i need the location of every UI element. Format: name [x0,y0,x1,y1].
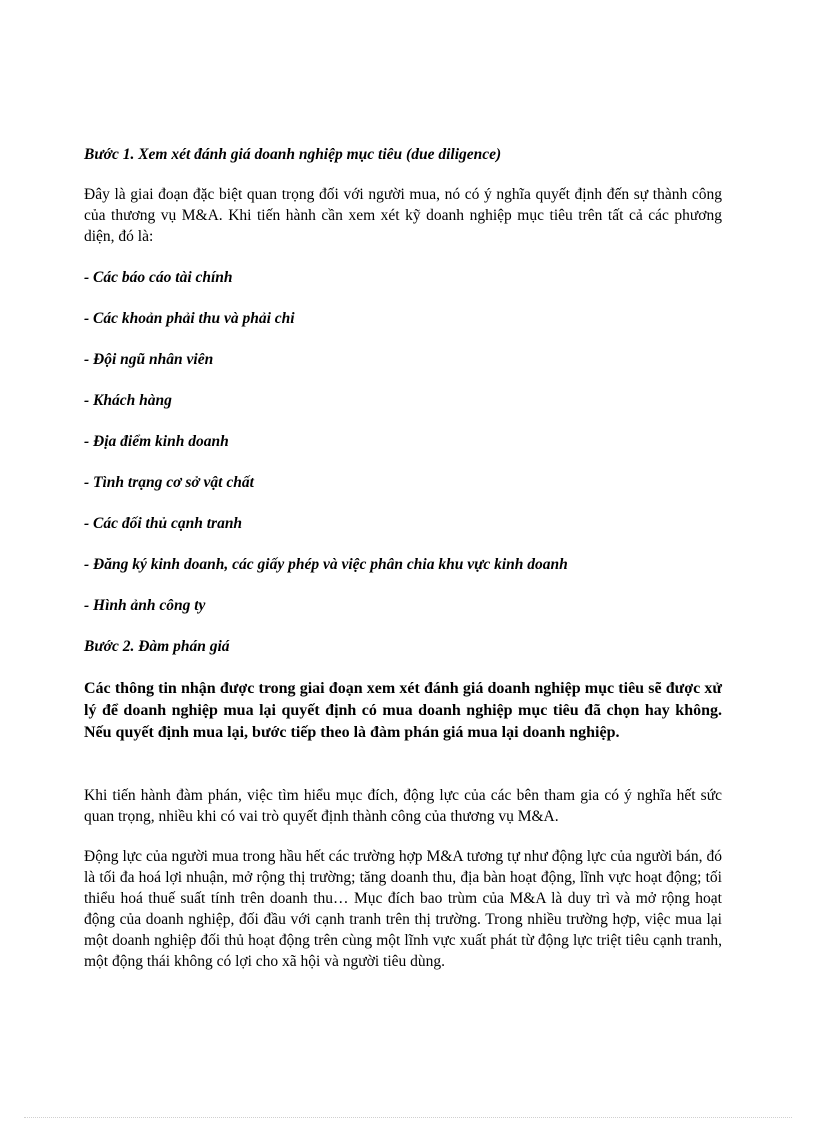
step2-bold-paragraph: Các thông tin nhận được trong giai đoạn xem xét đánh giá doanh nghiệp mục tiêu sẽ được xử lý để doanh nghiệp mua lại quyết định có mua doanh nghiệp mục tiêu đã chọn hay không. Nếu quyết định mua lại, bước tiếp theo là đàm phán giá mua lại doanh nghiệp. [84,680,722,741]
list-item: - Đội ngũ nhân viên [84,351,214,368]
step1-heading: Bước 1. Xem xét đánh giá doanh nghiệp mục tiêu (due diligence) [84,146,502,163]
step2-heading: Bước 2. Đàm phán giá [84,638,230,655]
list-item: - Địa điểm kinh doanh [84,433,229,450]
list-item: - Tình trạng cơ sở vật chất [84,474,254,491]
list-item: - Đăng ký kinh doanh, các giấy phép và việc phân chia khu vực kinh doanh [84,556,568,573]
list-item: - Các báo cáo tài chính [84,269,233,286]
step2-paragraph-3: Động lực của người mua trong hầu hết các trường hợp M&A tương tự như động lực của người bán, đó là tối đa hoá lợi nhuận, mở rộng thị trường; tăng doanh thu, địa bàn hoạt động, lĩnh vực hoạt động; tối thiểu hoá thuế suất tính trên doanh thu… Mục đích bao trùm của M&A là duy trì và mở rộng hoạt động của doanh nghiệp, đối đầu với cạnh tranh trên thị trường. Trong nhiều trường hợp, việc mua lại một doanh nghiệp đối thủ hoạt động trên cùng một lĩnh vực xuất phát từ động lực triệt tiêu cạnh tranh, một động thái không có lợi cho xã hội và người tiêu dùng. [84,848,722,970]
list-item: - Các khoản phải thu và phải chi [84,310,295,327]
list-item: - Các đối thủ cạnh tranh [84,515,243,532]
page-footer-divider [24,1117,792,1118]
list-item: - Hình ảnh công ty [84,597,206,614]
list-item: - Khách hàng [84,392,172,409]
step1-intro-paragraph: Đây là giai đoạn đặc biệt quan trọng đối với người mua, nó có ý nghĩa quyết định đến sự thành công của thương vụ M&A. Khi tiến hành cần xem xét kỹ doanh nghiệp mục tiêu trên tất cả các phương diện, đó là: [84,186,722,245]
step2-paragraph-2: Khi tiến hành đàm phán, việc tìm hiểu mục đích, động lực của các bên tham gia có ý nghĩa hết sức quan trọng, nhiều khi có vai trò quyết định thành công của thương vụ M&A. [84,787,722,825]
